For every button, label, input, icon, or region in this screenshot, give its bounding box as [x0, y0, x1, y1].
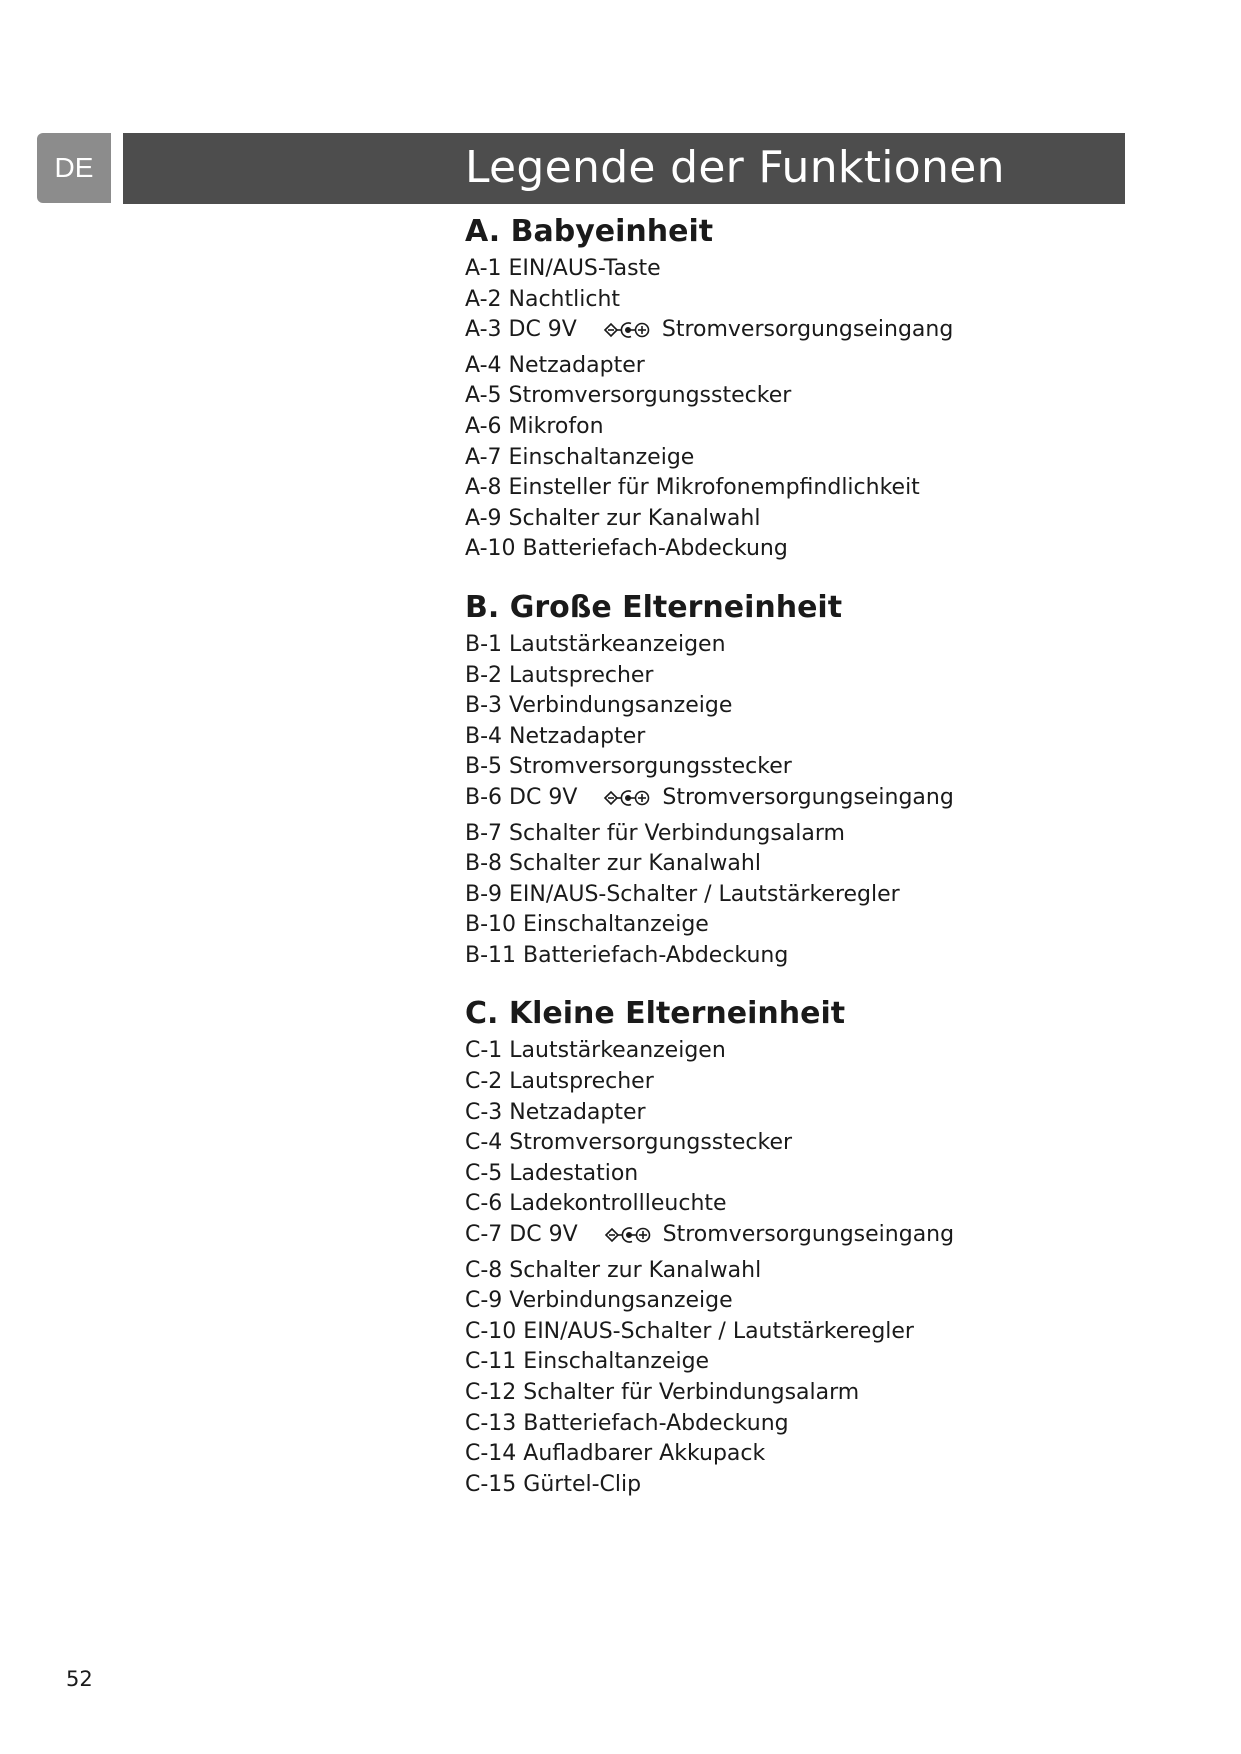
- dc-polarity-icon: [604, 1224, 652, 1256]
- item-text: Ladestation: [509, 1160, 639, 1186]
- list-item: [465, 691, 1185, 722]
- item-code: C-3: [465, 1099, 503, 1125]
- section-large-parent-unit: [465, 586, 1185, 972]
- item-code: C-9: [465, 1288, 503, 1314]
- item-text: DC 9V: [508, 317, 577, 343]
- list-item: [465, 381, 1185, 412]
- item-text: Gürtel-Clip: [523, 1471, 642, 1497]
- list-item: [465, 1189, 1185, 1220]
- item-text: Batteriefach-Abdeckung: [523, 1410, 789, 1436]
- item-code: A-1: [465, 256, 502, 281]
- language-tab: DE: [37, 133, 111, 203]
- list-item: [465, 910, 1185, 941]
- item-text: DC 9V: [509, 1222, 578, 1248]
- item-code: C-7: [465, 1222, 503, 1248]
- item-text: Schalter für Verbindungsalarm: [523, 1380, 860, 1405]
- item-text: Lautstärkeanzeigen: [509, 1038, 726, 1064]
- list-item: [465, 783, 1185, 819]
- item-code: B-6: [465, 784, 503, 810]
- list-item: [465, 315, 1185, 351]
- item-code: C-10: [465, 1318, 517, 1344]
- item-text: Einschaltanzeige: [523, 912, 709, 938]
- list-item: [465, 849, 1185, 880]
- list-item: [465, 630, 1185, 661]
- item-code: B-4: [465, 723, 503, 749]
- item-code: B-10: [465, 912, 517, 938]
- item-text: Lautsprecher: [509, 1069, 654, 1095]
- list-item: [465, 504, 1185, 535]
- list-item: [465, 285, 1185, 316]
- item-code: A-9: [465, 505, 502, 531]
- item-text: Schalter zur Kanalwahl: [508, 505, 761, 531]
- item-text: Stromversorgungsstecker: [509, 1130, 793, 1156]
- item-code: B-1: [465, 631, 503, 657]
- list-item: [465, 1159, 1185, 1190]
- item-text: Schalter für Verbindungsalarm: [509, 820, 845, 846]
- item-code: A-3: [465, 317, 502, 343]
- section-heading: A. Babyeinheit: [465, 214, 714, 249]
- item-text: Stromversorgungsstecker: [509, 754, 792, 780]
- title-bar: [123, 133, 1125, 204]
- legend-list: [465, 254, 1185, 565]
- list-item: [465, 412, 1185, 443]
- item-text: Einschaltanzeige: [508, 444, 695, 470]
- item-text: Stromversorgungsstecker: [508, 383, 792, 409]
- item-code: C-2: [465, 1069, 503, 1095]
- list-item: [465, 1128, 1185, 1159]
- list-item: [465, 1378, 1185, 1409]
- item-code: C-12: [465, 1380, 517, 1405]
- list-item: [465, 1409, 1185, 1440]
- item-code: B-3: [465, 693, 503, 719]
- item-code: C-13: [465, 1410, 517, 1436]
- list-item: [465, 722, 1185, 753]
- item-text: Mikrofon: [508, 413, 604, 439]
- list-item: [465, 1470, 1185, 1501]
- section-small-parent-unit: [465, 992, 1185, 1500]
- list-item: [465, 1220, 1185, 1256]
- item-code: A-10: [465, 536, 516, 562]
- list-item: [465, 941, 1185, 972]
- list-item: [465, 880, 1185, 911]
- item-text: Batteriefach-Abdeckung: [522, 536, 788, 562]
- section-heading: C. Kleine Elterneinheit: [465, 996, 846, 1032]
- list-item: [465, 1036, 1185, 1067]
- item-text: Schalter zur Kanalwahl: [509, 851, 761, 877]
- item-text: Verbindungsanzeige: [509, 1288, 733, 1314]
- item-code: C-4: [465, 1130, 503, 1156]
- item-text: Schalter zur Kanalwahl: [509, 1257, 762, 1283]
- item-code: A-4: [465, 352, 502, 378]
- item-text: Netzadapter: [508, 352, 645, 378]
- list-item: [465, 1286, 1185, 1317]
- item-text: EIN/AUS-Schalter / Lautstärkeregler: [509, 881, 900, 907]
- legend-list: [465, 630, 1185, 972]
- item-text: Ladekontrollleuchte: [509, 1191, 727, 1217]
- item-text: Verbindungsanzeige: [509, 693, 733, 719]
- item-code: A-2: [465, 286, 502, 312]
- item-text: EIN/AUS-Schalter / Lautstärkeregler: [523, 1318, 914, 1344]
- item-code: B-8: [465, 851, 503, 877]
- list-item: [465, 661, 1185, 692]
- item-text: Batteriefach-Abdeckung: [523, 942, 789, 968]
- list-item: [465, 752, 1185, 783]
- list-item: [465, 1347, 1185, 1378]
- item-code: A-8: [465, 475, 502, 501]
- section-heading: B. Große Elterneinheit: [465, 589, 843, 625]
- section-baby-unit: [465, 210, 1185, 565]
- item-code: A-5: [465, 383, 502, 409]
- item-code: C-8: [465, 1257, 503, 1283]
- page-number: 52: [66, 1667, 93, 1691]
- dc-polarity-icon: [603, 787, 651, 819]
- item-code: B-5: [465, 754, 503, 780]
- legend-list: [465, 1036, 1185, 1500]
- item-text: Netzadapter: [509, 1099, 646, 1125]
- item-code: C-11: [465, 1349, 517, 1375]
- item-text: Einsteller für Mikrofonempfindlichkeit: [508, 475, 920, 501]
- item-text: Netzadapter: [509, 723, 646, 749]
- item-code: B-9: [465, 881, 503, 907]
- item-code: C-5: [465, 1160, 503, 1186]
- item-text-after: Stromversorgungseingang: [662, 784, 954, 810]
- item-text-after: Stromversorgungseingang: [662, 1222, 955, 1248]
- item-code: C-15: [465, 1471, 517, 1497]
- list-item: [465, 473, 1185, 504]
- legend-content: [465, 210, 1185, 1500]
- item-code: C-1: [465, 1038, 503, 1064]
- item-code: B-11: [465, 942, 517, 968]
- list-item: [465, 443, 1185, 474]
- list-item: [465, 1439, 1185, 1470]
- dc-polarity-icon: [603, 319, 651, 351]
- list-item: [465, 819, 1185, 850]
- item-text: DC 9V: [509, 784, 578, 810]
- item-text: Lautstärkeanzeigen: [509, 631, 726, 657]
- list-item: [465, 534, 1185, 565]
- item-code: B-7: [465, 820, 503, 846]
- list-item: [465, 1098, 1185, 1129]
- list-item: [465, 351, 1185, 382]
- item-text: Aufladbarer Akkupack: [523, 1441, 766, 1467]
- list-item: [465, 1067, 1185, 1098]
- item-text: Einschaltanzeige: [523, 1349, 710, 1375]
- item-text: Lautsprecher: [509, 662, 654, 688]
- list-item: [465, 1256, 1185, 1287]
- item-code: B-2: [465, 662, 503, 688]
- item-text: EIN/AUS-Taste: [508, 256, 661, 281]
- list-item: [465, 254, 1185, 285]
- item-code: C-6: [465, 1191, 503, 1217]
- list-item: [465, 1317, 1185, 1348]
- item-code: C-14: [465, 1441, 517, 1467]
- page-title: Legende der Funktionen: [465, 142, 1005, 193]
- item-text: Nachtlicht: [508, 286, 621, 312]
- item-code: A-7: [465, 444, 502, 470]
- item-code: A-6: [465, 413, 502, 439]
- item-text-after: Stromversorgungseingang: [661, 317, 954, 343]
